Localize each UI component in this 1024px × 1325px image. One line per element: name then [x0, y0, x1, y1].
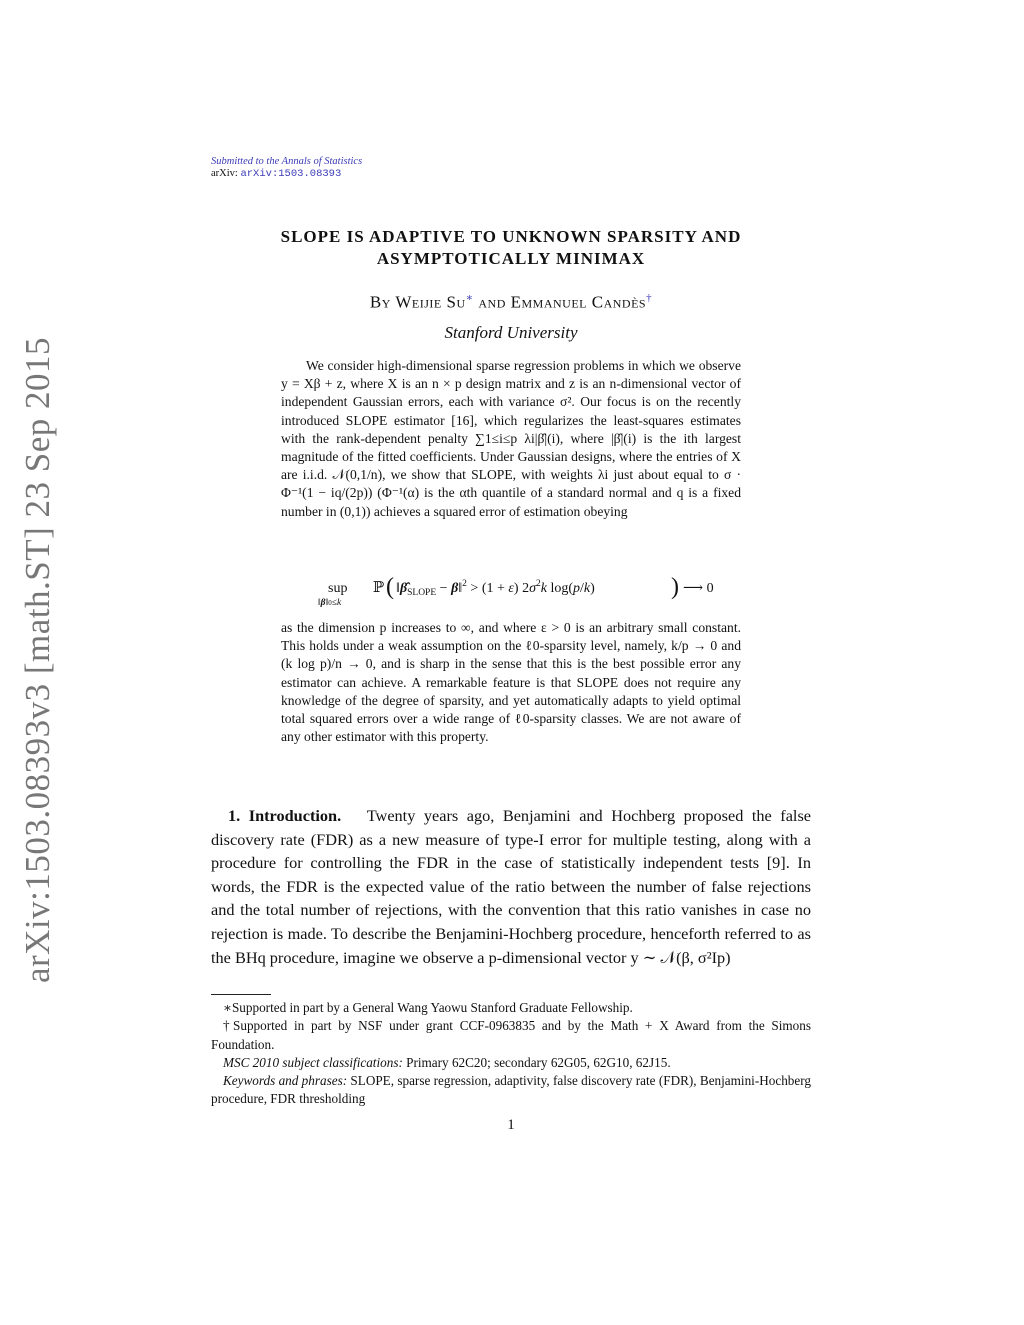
- author-line: [211, 291, 811, 313]
- main-equation: [281, 572, 741, 617]
- eq-prob: ℙ: [373, 580, 385, 596]
- introduction-section: [211, 804, 811, 969]
- eq-sup: sup: [328, 581, 348, 596]
- author-2: Emmanuel Candès: [510, 292, 647, 312]
- footnote-1: ∗Supported in part by a General Wang Yaowu Stanford Graduate Fellowship.: [223, 1000, 633, 1015]
- abstract-paragraph-2: [281, 619, 741, 746]
- abstract-p1-text: We consider high-dimensional sparse regression problems in which we observe y = Xβ + z, where X is an n × p design matrix and z is an n-dimensional vector of independent Gaussian errors, each with variance σ². Our focus is on the recently introduced SLOPE estimator [16], which regularizes the least-squares estimates with the rank-dependent penalty ∑1≤i≤p λi|β̂|(i), where |β̂|(i) is the ith largest magnitude of the fitted coefficients. Under Gaussian designs, where the entries of X are i.i.d. 𝒩(0,1/n), we show that SLOPE, with weights λi just about equal to σ · Φ⁻¹(1 − iq/(2p)) (Φ⁻¹(α) is the αth quantile of a standard normal and q is a fixed number in (0,1)) achieves a squared error of estimation obeying: [281, 358, 741, 519]
- eq-sup-subscript: ‖β‖0≤k: [318, 598, 342, 608]
- eq-limit: ⟶ 0: [683, 581, 714, 596]
- intro-body: Twenty years ago, Benjamini and Hochberg proposed the false discovery rate (FDR) as a new measure of type-I error for multiple testing, along with a procedure for controlling the FDR in the case of statistically independent tests [9]. In words, the FDR is the expected value of the ratio between the number of false rejections and the total number of rejections, with the convention that this ratio vanishes in case no rejection is made. To describe the Benjamini-Hochberg procedure, henceforth referred to as the BHq procedure, imagine we observe a p-dimensional vector y ∼ 𝒩(β, σ²Ip): [211, 806, 812, 967]
- and-word: and: [478, 292, 506, 312]
- arxiv-prefix: arXiv:: [211, 168, 238, 179]
- arxiv-side-stamp-text: arXiv:1503.08393v3 [math.ST] 23 Sep 2015: [18, 336, 57, 984]
- footnote-2: †Supported in part by NSF under grant CCF-0963835 and by the Math + X Award from the Simons Foundation.: [211, 1018, 811, 1052]
- eq-body: $‖\betâ_{SLOPE}$ − β‖$^2$ > (1 + ε) $2\sigma^2k$ log(p/k): [396, 579, 595, 598]
- keywords: [211, 1072, 811, 1109]
- journal-header: [211, 156, 362, 180]
- page-number: 1: [507, 1117, 515, 1133]
- author-2-footnote-mark[interactable]: †: [646, 292, 653, 304]
- msc-label: MSC 2010 subject classifications:: [223, 1054, 403, 1070]
- title-line-1: SLOPE IS ADAPTIVE TO UNKNOWN SPARSITY AND: [280, 227, 742, 246]
- title-line-2: ASYMPTOTICALLY MINIMAX: [376, 249, 646, 268]
- equation-svg: [281, 572, 741, 612]
- abstract-paragraph-1: [281, 357, 741, 521]
- keywords-text: SLOPE, sparse regression, adaptivity, false discovery rate (FDR), Benjamini-Hochberg procedure, FDR thresholding: [211, 1073, 811, 1107]
- eq-rparen: ): [671, 574, 679, 600]
- eq-lparen: (: [386, 574, 394, 600]
- author-1: Weijie Su: [395, 292, 466, 312]
- affiliation: Stanford University: [444, 323, 578, 342]
- arxiv-id-link[interactable]: arXiv:1503.08393: [240, 168, 342, 180]
- arxiv-line: [211, 168, 362, 180]
- msc-classification: [211, 1054, 811, 1072]
- submitted-note: Submitted to the Annals of Statistics: [211, 156, 363, 167]
- msc-text: Primary 62C20; secondary 62G05, 62G10, 62J15.: [402, 1054, 671, 1070]
- footnotes: [211, 999, 811, 1109]
- footnote-rule: [211, 994, 271, 995]
- paper-title: [211, 226, 811, 270]
- author-1-footnote-mark[interactable]: ∗: [465, 292, 474, 304]
- arxiv-side-stamp: [18, 336, 58, 984]
- by-word: By: [369, 292, 391, 312]
- section-heading: 1. Introduction.: [228, 806, 342, 825]
- keywords-label: Keywords and phrases:: [223, 1073, 348, 1089]
- intro-paragraph: [211, 804, 811, 969]
- abstract-p2-text: as the dimension p increases to ∞, and where ε > 0 is an arbitrary small constant. This holds under a weak assumption on the ℓ0-sparsity level, namely, k/p → 0 and (k log p)/n → 0, and is sharp in the sense that this is the best possible error any estimator can achieve. A remarkable feature is that SLOPE does not require any knowledge of the degree of sparsity, and yet automatically adapts to yield optimal total squared errors over a wide range of ℓ0-sparsity classes. We are not aware of any other estimator with this property.: [281, 620, 741, 745]
